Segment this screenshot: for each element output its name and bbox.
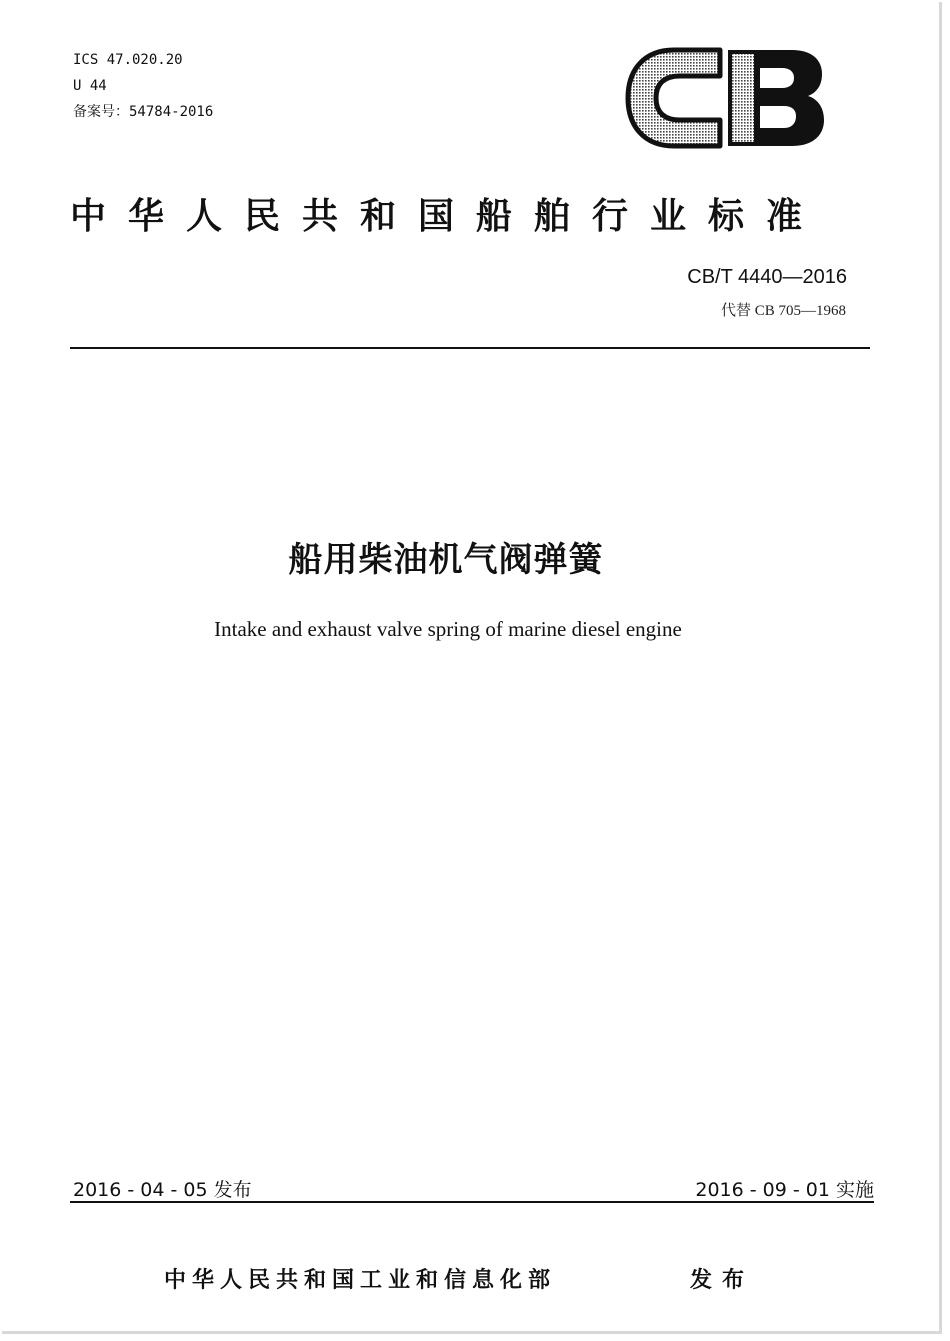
document-title: 船用柴油机气阀弹簧 bbox=[288, 540, 604, 580]
bottom-divider bbox=[70, 1201, 874, 1203]
cb-logo bbox=[624, 44, 826, 152]
replaces-standard: 代替 CB 705—1968 bbox=[720, 303, 846, 319]
top-divider bbox=[70, 347, 870, 349]
issue-date: 2016 - 04 - 05 发布 bbox=[73, 1179, 252, 1201]
record-number: 备案号：54784-2016 bbox=[73, 104, 214, 120]
standard-code: CB/T 4440—2016 bbox=[687, 266, 847, 288]
publish-label: 发布 bbox=[690, 1268, 755, 1293]
national-standard-title: 中华人民共和国船舶行业标准 bbox=[70, 196, 825, 237]
publisher-name: 中华人民共和国工业和信息化部 bbox=[164, 1268, 557, 1293]
header-meta bbox=[73, 47, 213, 125]
category-code: U 44 bbox=[73, 78, 107, 94]
document-subtitle: Intake and exhaust valve spring of marine diesel engine bbox=[214, 617, 682, 641]
effective-date: 2016 - 09 - 01 实施 bbox=[695, 1179, 874, 1201]
ics-code: ICS 47.020.20 bbox=[73, 52, 183, 68]
